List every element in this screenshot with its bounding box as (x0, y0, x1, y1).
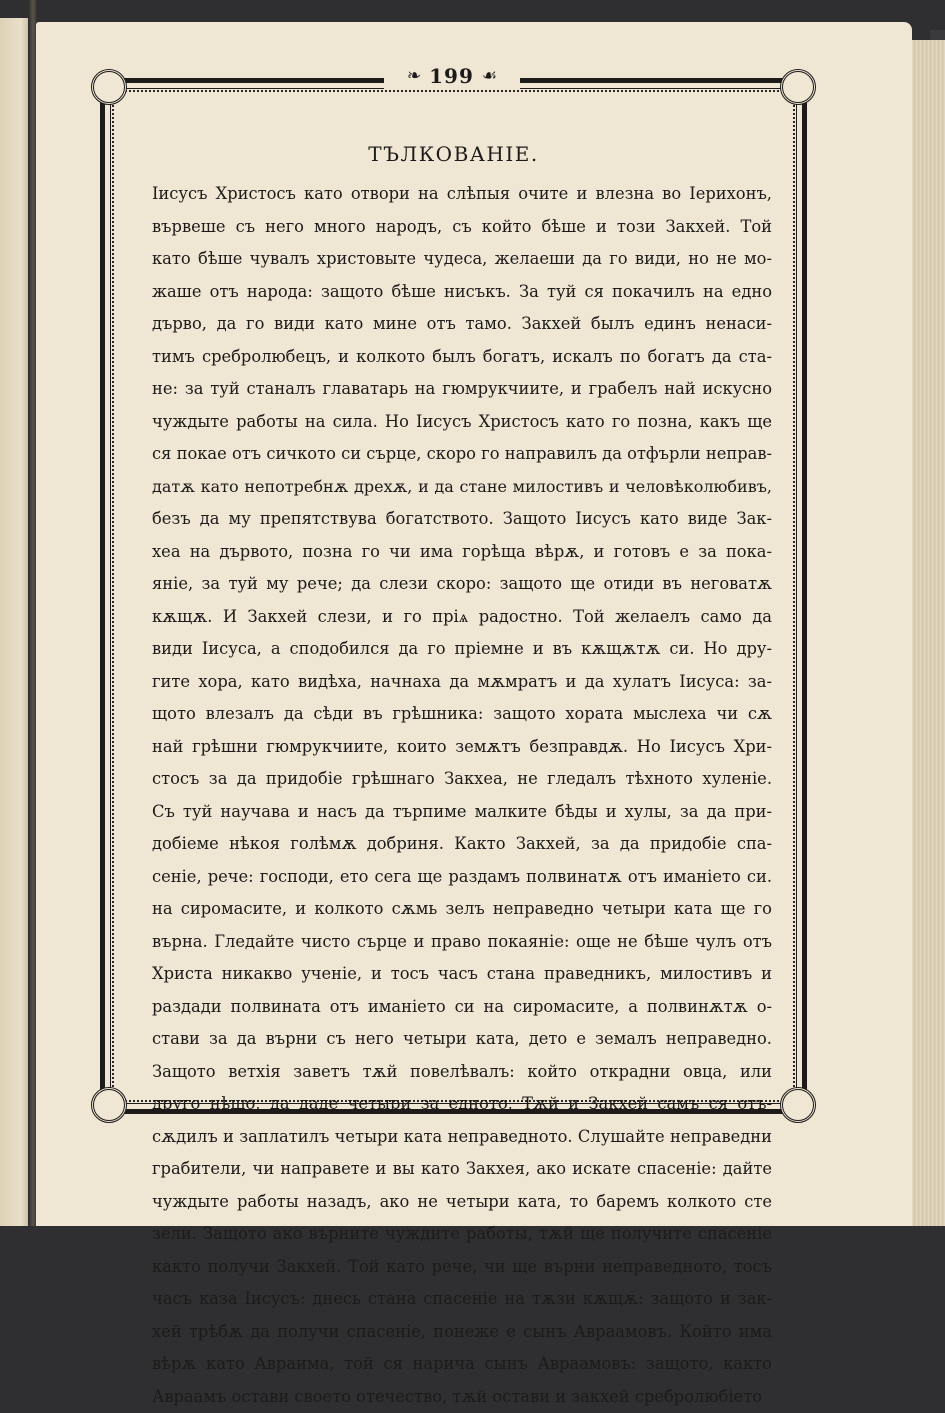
text-line: чуждыте работы назадъ, ако не четыри ката, то баремъ колкото сте (152, 1186, 772, 1219)
text-line: тимъ сребролюбецъ, и колкото былъ богатъ, искалъ по богатъ да ста- (152, 341, 772, 374)
text-line: грабители, чи направете и вы като Закхея, ако искате спасеніе: дайте (152, 1153, 772, 1186)
text-line: хеа на дървото, позна го чи има горѣща вѣрѫ, и готовъ е за пока- (152, 536, 772, 569)
text-line: не: за туй станалъ главатарь на гюмрукчиите, и грабелъ най искусно (152, 373, 772, 406)
text-line: сеніе, рече: господи, ето сега ще раздамъ полвинатѫ отъ иманіето си. (152, 861, 772, 894)
text-line: чуждыте работы на сила. Но Іисусъ Христосъ като го позна, какъ ще (152, 406, 772, 439)
page-header (384, 62, 520, 90)
text-line: щото влезалъ да сѣди въ грѣшника: защото хората мыслеха чи сѫ (152, 698, 772, 731)
text-line: Авраамъ остави своето отечество, тѫй остави и закхей сребролюбіето (152, 1381, 772, 1413)
text-line: добіеме нѣкоя голѣмѫ добриня. Както Закхей, за да придобіе спа- (152, 828, 772, 861)
text-line: върна. Гледайте чисто сърце и право покаяніе: още не бѣше чулъ отъ (152, 926, 772, 959)
text-line: най грѣшни гюмрукчиите, които земѫтъ безправдѫ. Но Іисусъ Хри- (152, 731, 772, 764)
text-line: Защото ветхія заветъ тѫй повелѣвалъ: който открадни овца, или (152, 1056, 772, 1089)
page-number: 199 (429, 64, 474, 88)
leaf-ornament-icon: ❧ (407, 68, 421, 85)
facing-page-edge (0, 18, 30, 1226)
corner-ornament (91, 1087, 127, 1123)
text-line: кѫщѫ. И Закхей слези, и го пріѧ радостно. Той желаелъ само да (152, 601, 772, 634)
text-line: друго нѣщо, да даде четыри за едното, Тѫй и Закхей самъ ся отъ- (152, 1088, 772, 1121)
text-line: стави за да върни съ него четыри ката, дето е земалъ неправедно. (152, 1023, 772, 1056)
text-line: яніе, за туй му рече; да слези скоро: защото ще отиди въ неговатѫ (152, 568, 772, 601)
text-line: Христа никакво ученіе, и тосъ часъ стана праведникъ, милостивъ и (152, 958, 772, 991)
text-line: ся покае отъ сичкото си сърце, скоро го направилъ да отфърли неправ- (152, 438, 772, 471)
text-line: Съ туй научава и насъ да търпиме малките бѣды и хулы, за да при- (152, 796, 772, 829)
corner-ornament (91, 69, 127, 105)
corner-ornament (780, 1087, 816, 1123)
leaf-ornament-icon: ☙ (482, 68, 497, 85)
text-line: часъ каза Іисусъ: днесь стана спасеніе на тѫзи кѫщѫ: защото и зак- (152, 1283, 772, 1316)
text-line: Іисусъ Христосъ като отвори на слѣпыя очите и влезна во Іерихонъ, (152, 178, 772, 211)
text-line: датѫ като непотребнѫ дрехѫ, и да стане милостивъ и человѣколюбивъ, (152, 471, 772, 504)
text-line: на сиромасите, и колкото сѫмь зелъ неправедно четыри ката ще го (152, 893, 772, 926)
text-line: безъ да му препятствува богатството. Защото Іисусъ като виде Зак- (152, 503, 772, 536)
text-line: зели. Защото ако върните чуждите работы, тѫй ще получите спасеніе (152, 1218, 772, 1251)
text-line: вѣрѫ като Авраима, той ся нарича сынъ Авраамовъ: защото, както (152, 1348, 772, 1381)
corner-ornament (780, 69, 816, 105)
text-line: раздади полвината отъ иманіето си на сиромасите, а полвинѫтѫ о- (152, 991, 772, 1024)
text-line: стосъ за да придобіе грѣшнаго Закхеа, не гледалъ тѣхното хуленіе. (152, 763, 772, 796)
text-line: дърво, да го види като мине отъ тамо. Закхей былъ единъ ненаси- (152, 308, 772, 341)
text-line: гите хора, като видѣха, начнаха да мѫмратъ и да хулатъ Іисуса: за- (152, 666, 772, 699)
text-line: като бѣше чувалъ христовыте чудеса, желаеши да го види, но не мо- (152, 243, 772, 276)
text-line: както получи Закхей. Той като рече, чи ще върни неправедното, тосъ (152, 1251, 772, 1284)
text-line: вървеше съ него много народъ, съ който бѣше и този Закхей. Той (152, 211, 772, 244)
body-text (152, 178, 772, 1413)
text-line: хей трѣбѫ да получи спасеніе, понеже е сынъ Авраамовъ. Който има (152, 1316, 772, 1349)
section-title: ТЪЛКОВАНІЕ. (100, 142, 807, 166)
text-line: жаше отъ народа: защото бѣше нисъкъ. За туй ся покачилъ на едно (152, 276, 772, 309)
text-line: сѫдилъ и заплатилъ четыри ката неправедното. Слушайте неправедни (152, 1121, 772, 1154)
text-line: види Іисуса, а сподобился да го пріемне и въ кѫщѫтѫ си. Но дру- (152, 633, 772, 666)
